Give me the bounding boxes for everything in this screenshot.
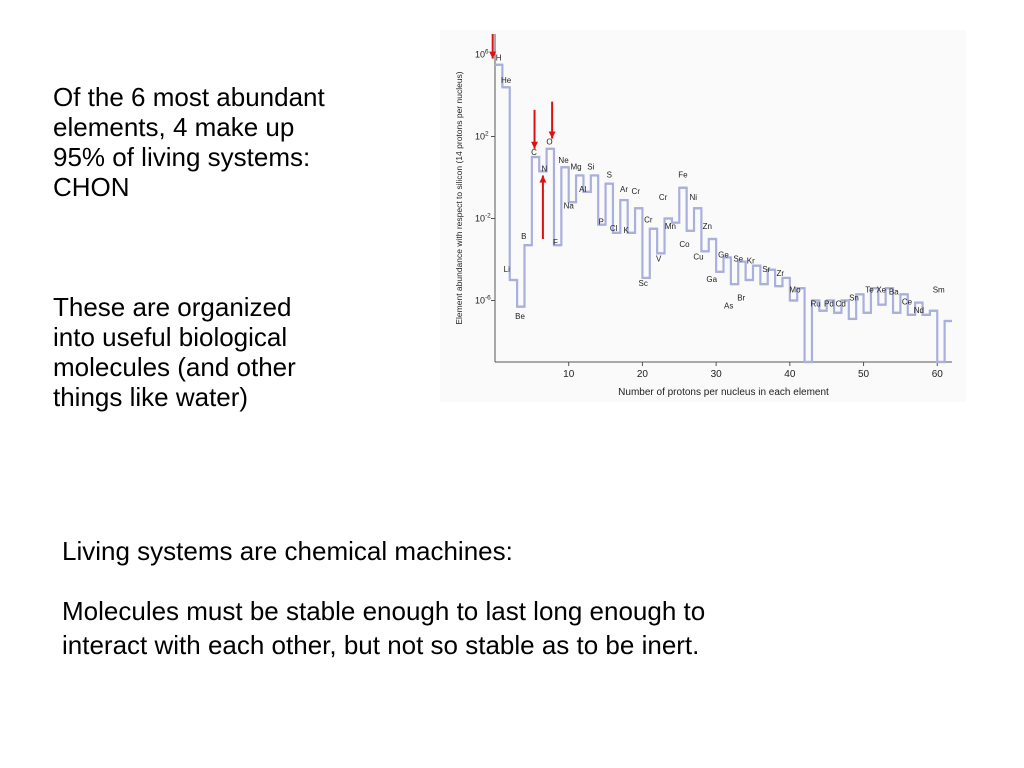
element-label-k: K [623, 225, 629, 235]
element-label-ne: Ne [558, 156, 569, 166]
element-label-zr: Zr [776, 268, 785, 278]
x-axis-title: Number of protons per nucleus in each element [618, 387, 829, 398]
x-tick-label: 10 [563, 369, 575, 380]
bottom-paragraph [62, 594, 705, 662]
element-label-v: V [655, 254, 662, 264]
element-label-sc: Sc [638, 279, 648, 289]
element-label-ru: Ru [810, 299, 821, 309]
element-label-ga: Ga [706, 275, 718, 285]
text-block-molecules [53, 292, 296, 412]
element-label-na: Na [563, 201, 574, 211]
element-label-o: O [546, 137, 553, 147]
text-line: elements, 4 make up [53, 112, 295, 142]
element-label-co: Co [679, 240, 690, 250]
element-label-sr: Sr [762, 264, 771, 274]
text-line: Of the 6 most abundant [53, 82, 325, 112]
paragraph-line: Molecules must be stable enough to last long enough to [62, 596, 706, 626]
x-tick-label: 30 [710, 369, 722, 380]
element-label-br: Br [737, 293, 746, 303]
y-tick-label: $10^{-6}$ [475, 294, 491, 306]
element-label-se: Se [733, 254, 744, 264]
element-label-sn: Sn [849, 293, 859, 303]
element-label-cr: Cr [658, 193, 668, 203]
element-label-nd: Nd [913, 305, 924, 315]
element-label-pd: Pd [824, 299, 834, 309]
element-label-cl: Cl [609, 223, 618, 233]
element-label-ni: Ni [689, 193, 698, 203]
element-label-c: C [531, 147, 537, 157]
element-label-kr: Kr [746, 256, 755, 266]
element-label-cu: Cu [693, 252, 704, 262]
element-label-al: Al [579, 184, 587, 194]
element-label-p: P [598, 217, 604, 227]
text-line: into useful biological [53, 322, 288, 352]
element-label-fe: Fe [678, 170, 688, 180]
bottom-heading: Living systems are chemical machines: [62, 536, 513, 566]
x-tick-label: 50 [857, 369, 870, 380]
element-label-mg: Mg [570, 162, 582, 172]
text-line: These are organized [53, 292, 292, 322]
text-line: molecules (and other [53, 352, 296, 382]
element-label-mo: Mo [789, 285, 801, 295]
element-label-mn: Mn [664, 221, 676, 231]
y-axis-title: Element abundance with respect to silicon (14 protons per nucleus) [454, 71, 464, 325]
element-label-be: Be [515, 311, 525, 321]
highlight-arrow-head [539, 175, 546, 182]
element-label-s: S [606, 170, 612, 180]
x-tick-label: 20 [636, 369, 648, 380]
x-tick-label: 60 [931, 369, 943, 380]
abundance-chart-svg [440, 30, 966, 402]
element-label-xe: Xe [876, 285, 887, 295]
abundance-series-line [495, 65, 952, 362]
element-label-cd: Cd [835, 299, 846, 309]
text-line: CHON [53, 172, 130, 202]
element-label-as: As [723, 301, 734, 311]
y-tick-label: $10^{-2}$ [475, 212, 491, 224]
text-line: things like water) [53, 382, 249, 412]
y-tick-label: $10^6$ [475, 48, 489, 60]
element-label-cr: Cr [631, 186, 641, 196]
element-label-n: N [541, 164, 548, 174]
element-label-ce: Ce [901, 297, 913, 307]
element-label-ba: Ba [888, 287, 899, 297]
element-label-b: B [521, 232, 527, 241]
element-label-te: Te [865, 285, 874, 295]
element-label-si: Si [587, 162, 595, 172]
element-label-h: H [495, 53, 502, 63]
element-label-ar: Ar [619, 184, 628, 194]
text-line: 95% of living systems: [53, 142, 311, 172]
text-block-chon [53, 82, 325, 202]
element-label-he: He [500, 76, 512, 86]
y-tick-label: $10^2$ [475, 130, 489, 142]
abundance-chart [440, 30, 966, 402]
element-label-f: F [552, 238, 558, 248]
element-label-ge: Ge [718, 250, 729, 260]
element-label-sm: Sm [932, 285, 945, 295]
paragraph-line: interact with each other, but not so stable as to be inert. [62, 630, 700, 660]
x-tick-label: 40 [784, 369, 796, 380]
element-label-zn: Zn [702, 221, 712, 231]
element-label-li: Li [503, 264, 510, 274]
element-label-cr: Cr [644, 215, 653, 225]
